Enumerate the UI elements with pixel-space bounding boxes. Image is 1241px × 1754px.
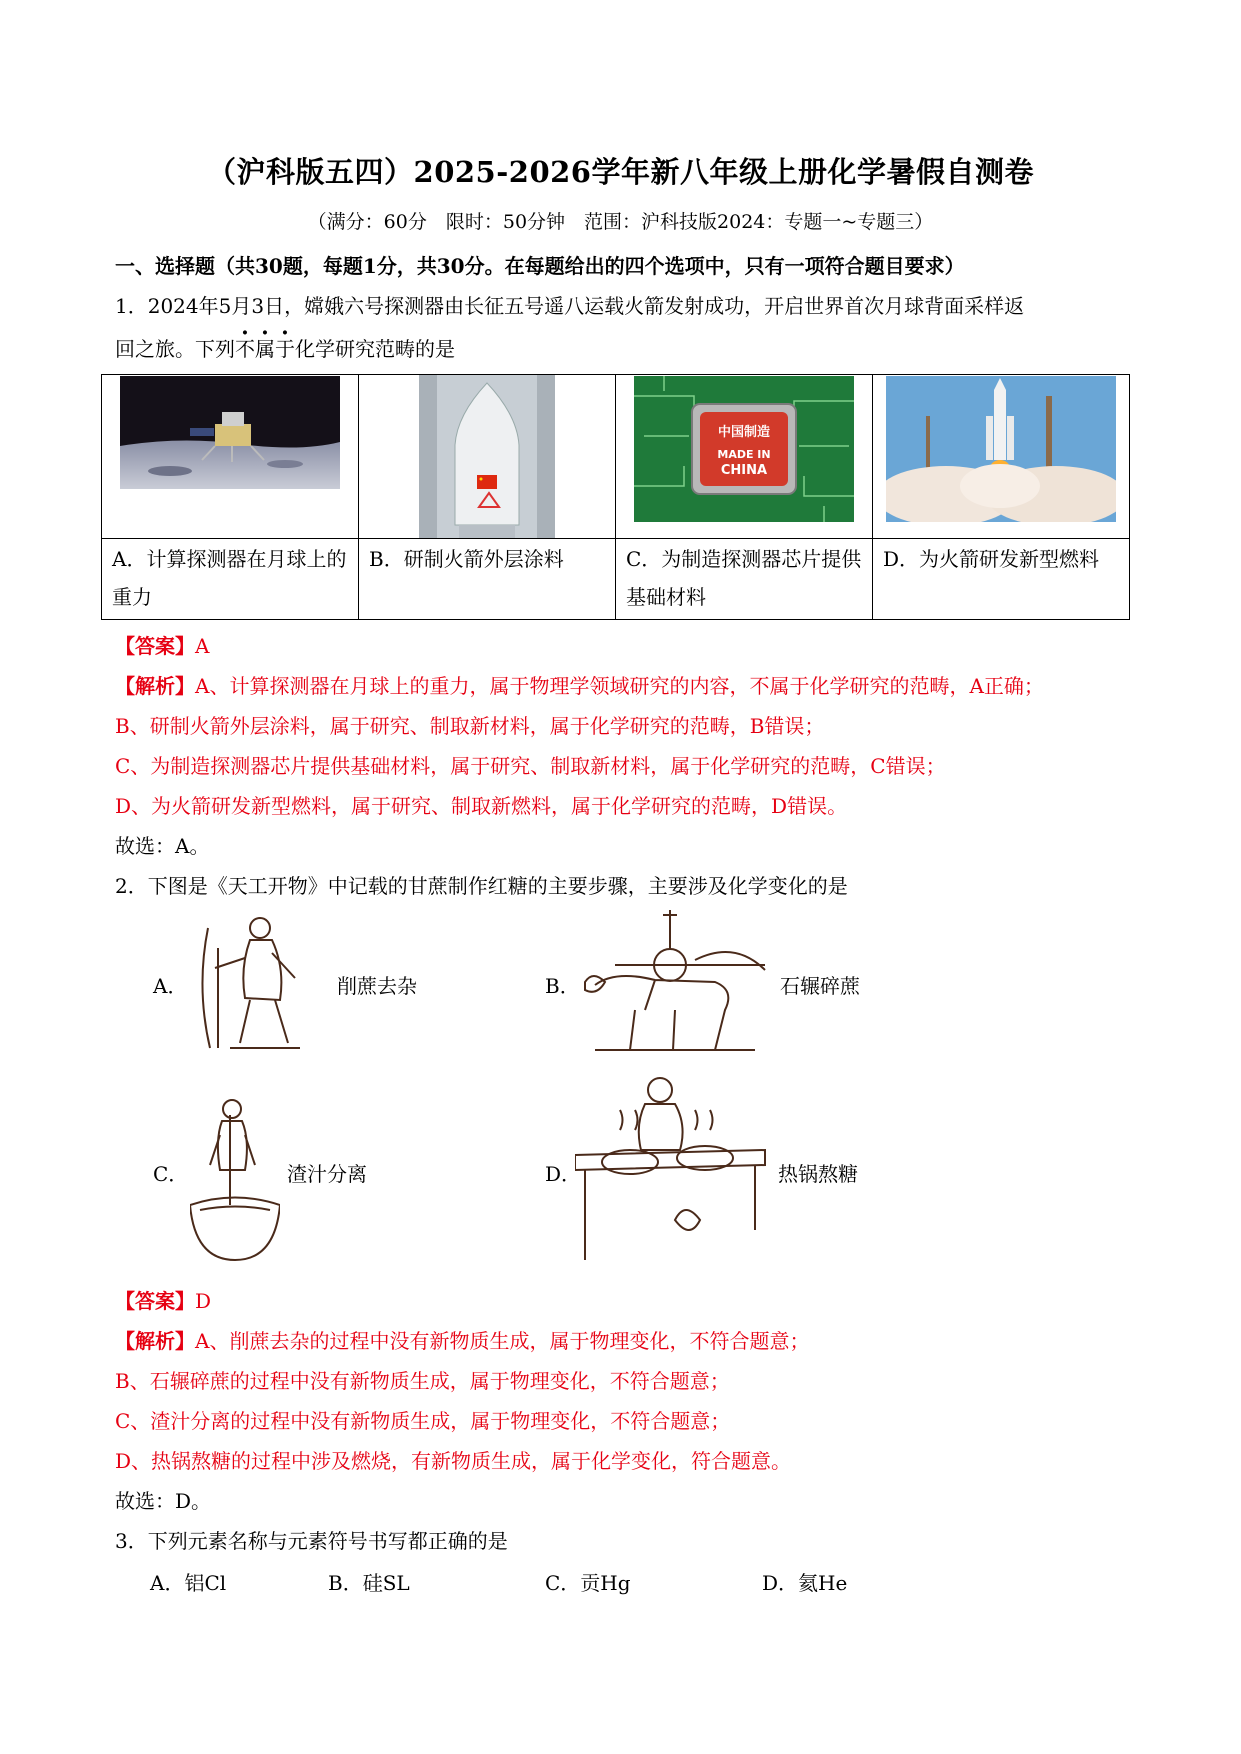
q2-option-c-caption: 渣汁分离: [287, 1162, 367, 1186]
q2-option-d-caption: 热锅熬糖: [778, 1162, 858, 1186]
q2-option-d-letter: D．: [545, 1162, 582, 1186]
q3-option-c: C．贡Hg: [545, 1571, 631, 1595]
q1-option-b-image-cell: [359, 375, 616, 539]
q1-analysis-line3: C、为制造探测器芯片提供基础材料，属于研究、制取新材料，属于化学研究的范畴，C错误；: [115, 754, 946, 778]
emphasis-char: 不: [235, 337, 255, 361]
q1-option-a: A．计算探测器在月球上的重力: [102, 539, 359, 620]
q2-option-a-illustration: [200, 908, 325, 1056]
q2-option-b-letter: B．: [545, 974, 580, 998]
chip-label-1: 中国制造: [717, 425, 771, 440]
emphasis-char: 于: [275, 337, 295, 361]
section-heading: 一、选择题（共30题，每题1分，共30分。在每题给出的四个选项中，只有一项符合题目要求）: [115, 254, 965, 278]
q1-option-a-image-cell: [102, 375, 359, 539]
emphasis-char: 属: [255, 337, 275, 361]
exam-info: （满分：60分 限时：50分钟 范围：沪科技版2024：专题一~专题三）: [307, 211, 934, 233]
q1-analysis-line4: D、为火箭研发新型燃料，属于研究、制取新燃料，属于化学研究的范畴，D错误。: [115, 794, 848, 818]
lunar-lander-image: [120, 376, 340, 489]
q2-choice: 故选：D。: [115, 1489, 212, 1513]
q2-answer-value: D: [195, 1289, 212, 1313]
q1-analysis-label: 【解析】: [115, 674, 195, 698]
chip-label-3: CHINA: [720, 463, 768, 478]
q1-answer: [115, 630, 209, 659]
q1-stem-emphasis: [235, 337, 295, 361]
q2-analysis-line4: D、热锅熬糖的过程中涉及燃烧，有新物质生成，属于化学变化，符合题意。: [115, 1449, 792, 1473]
q2-analysis-line2: B、石辗碎蔗的过程中没有新物质生成，属于物理变化，不符合题意；: [115, 1369, 730, 1393]
q1-option-d-image-cell: [873, 375, 1130, 539]
q1-choice: 故选：A。: [115, 834, 210, 858]
q2-option-c-letter: C．: [153, 1162, 189, 1186]
q2-option-c-illustration: [190, 1095, 280, 1265]
q1-option-d: D．为火箭研发新型燃料: [873, 539, 1130, 620]
q2-option-a-caption: 削蔗去杂: [337, 974, 417, 998]
q2-analysis-label: 【解析】: [115, 1329, 195, 1353]
q1-stem-line1: 1．2024年5月3日，嫦娥六号探测器由长征五号遥八运载火箭发射成功，开启世界首次月球背面采样返: [115, 294, 1025, 318]
q1-option-c: C．为制造探测器芯片提供基础材料: [616, 539, 873, 620]
q1-option-b: B．研制火箭外层涂料: [359, 539, 616, 620]
q2-option-a-letter: A．: [153, 974, 188, 998]
q1-analysis-text-1: A、计算探测器在月球上的重力，属于物理学领域研究的内容，不属于化学研究的范畴，A正确；: [195, 674, 1044, 698]
q1-stem-pre: 回之旅。下列: [115, 337, 235, 361]
q2-answer-label: 【答案】: [115, 1289, 195, 1313]
q1-options-table: [101, 374, 1130, 620]
q2-stem: 2．下图是《天工开物》中记载的甘蔗制作红糖的主要步骤，主要涉及化学变化的是: [115, 874, 848, 898]
page-title: （沪科版五四）2025-2026学年新八年级上册化学暑假自测卷: [207, 155, 1034, 189]
chip-label-2: MADE IN: [717, 448, 771, 461]
q2-analysis-line3: C、渣汁分离的过程中没有新物质生成，属于物理变化，不符合题意；: [115, 1409, 731, 1433]
q2-analysis-line1: [115, 1325, 809, 1354]
rocket-fairing-image: [419, 375, 555, 538]
q1-analysis-line2: B、研制火箭外层涂料，属于研究、制取新材料，属于化学研究的范畴，B错误；: [115, 714, 825, 738]
chip-image: [634, 376, 854, 522]
q2-option-b-caption: 石辗碎蔗: [780, 974, 860, 998]
q1-option-c-image-cell: [616, 375, 873, 539]
q1-answer-label: 【答案】: [115, 634, 195, 658]
q2-option-b-illustration: [575, 910, 775, 1060]
q2-option-d-illustration: [575, 1070, 775, 1265]
q1-stem-post: 化学研究范畴的是: [295, 337, 455, 361]
q2-analysis-text-1: A、削蔗去杂的过程中没有新物质生成，属于物理变化，不符合题意；: [195, 1329, 810, 1353]
q1-stem-line2: [115, 333, 455, 362]
q3-stem: 3．下列元素名称与元素符号书写都正确的是: [115, 1529, 508, 1553]
q3-option-b: B．硅SL: [328, 1571, 410, 1595]
q3-option-a: A．铝Cl: [150, 1571, 227, 1595]
q1-analysis-line1: [115, 670, 1044, 699]
q1-answer-value: A: [195, 634, 210, 658]
q2-answer: [115, 1285, 211, 1314]
rocket-launch-image: [886, 376, 1116, 522]
q3-option-d: D．氦He: [762, 1571, 848, 1595]
